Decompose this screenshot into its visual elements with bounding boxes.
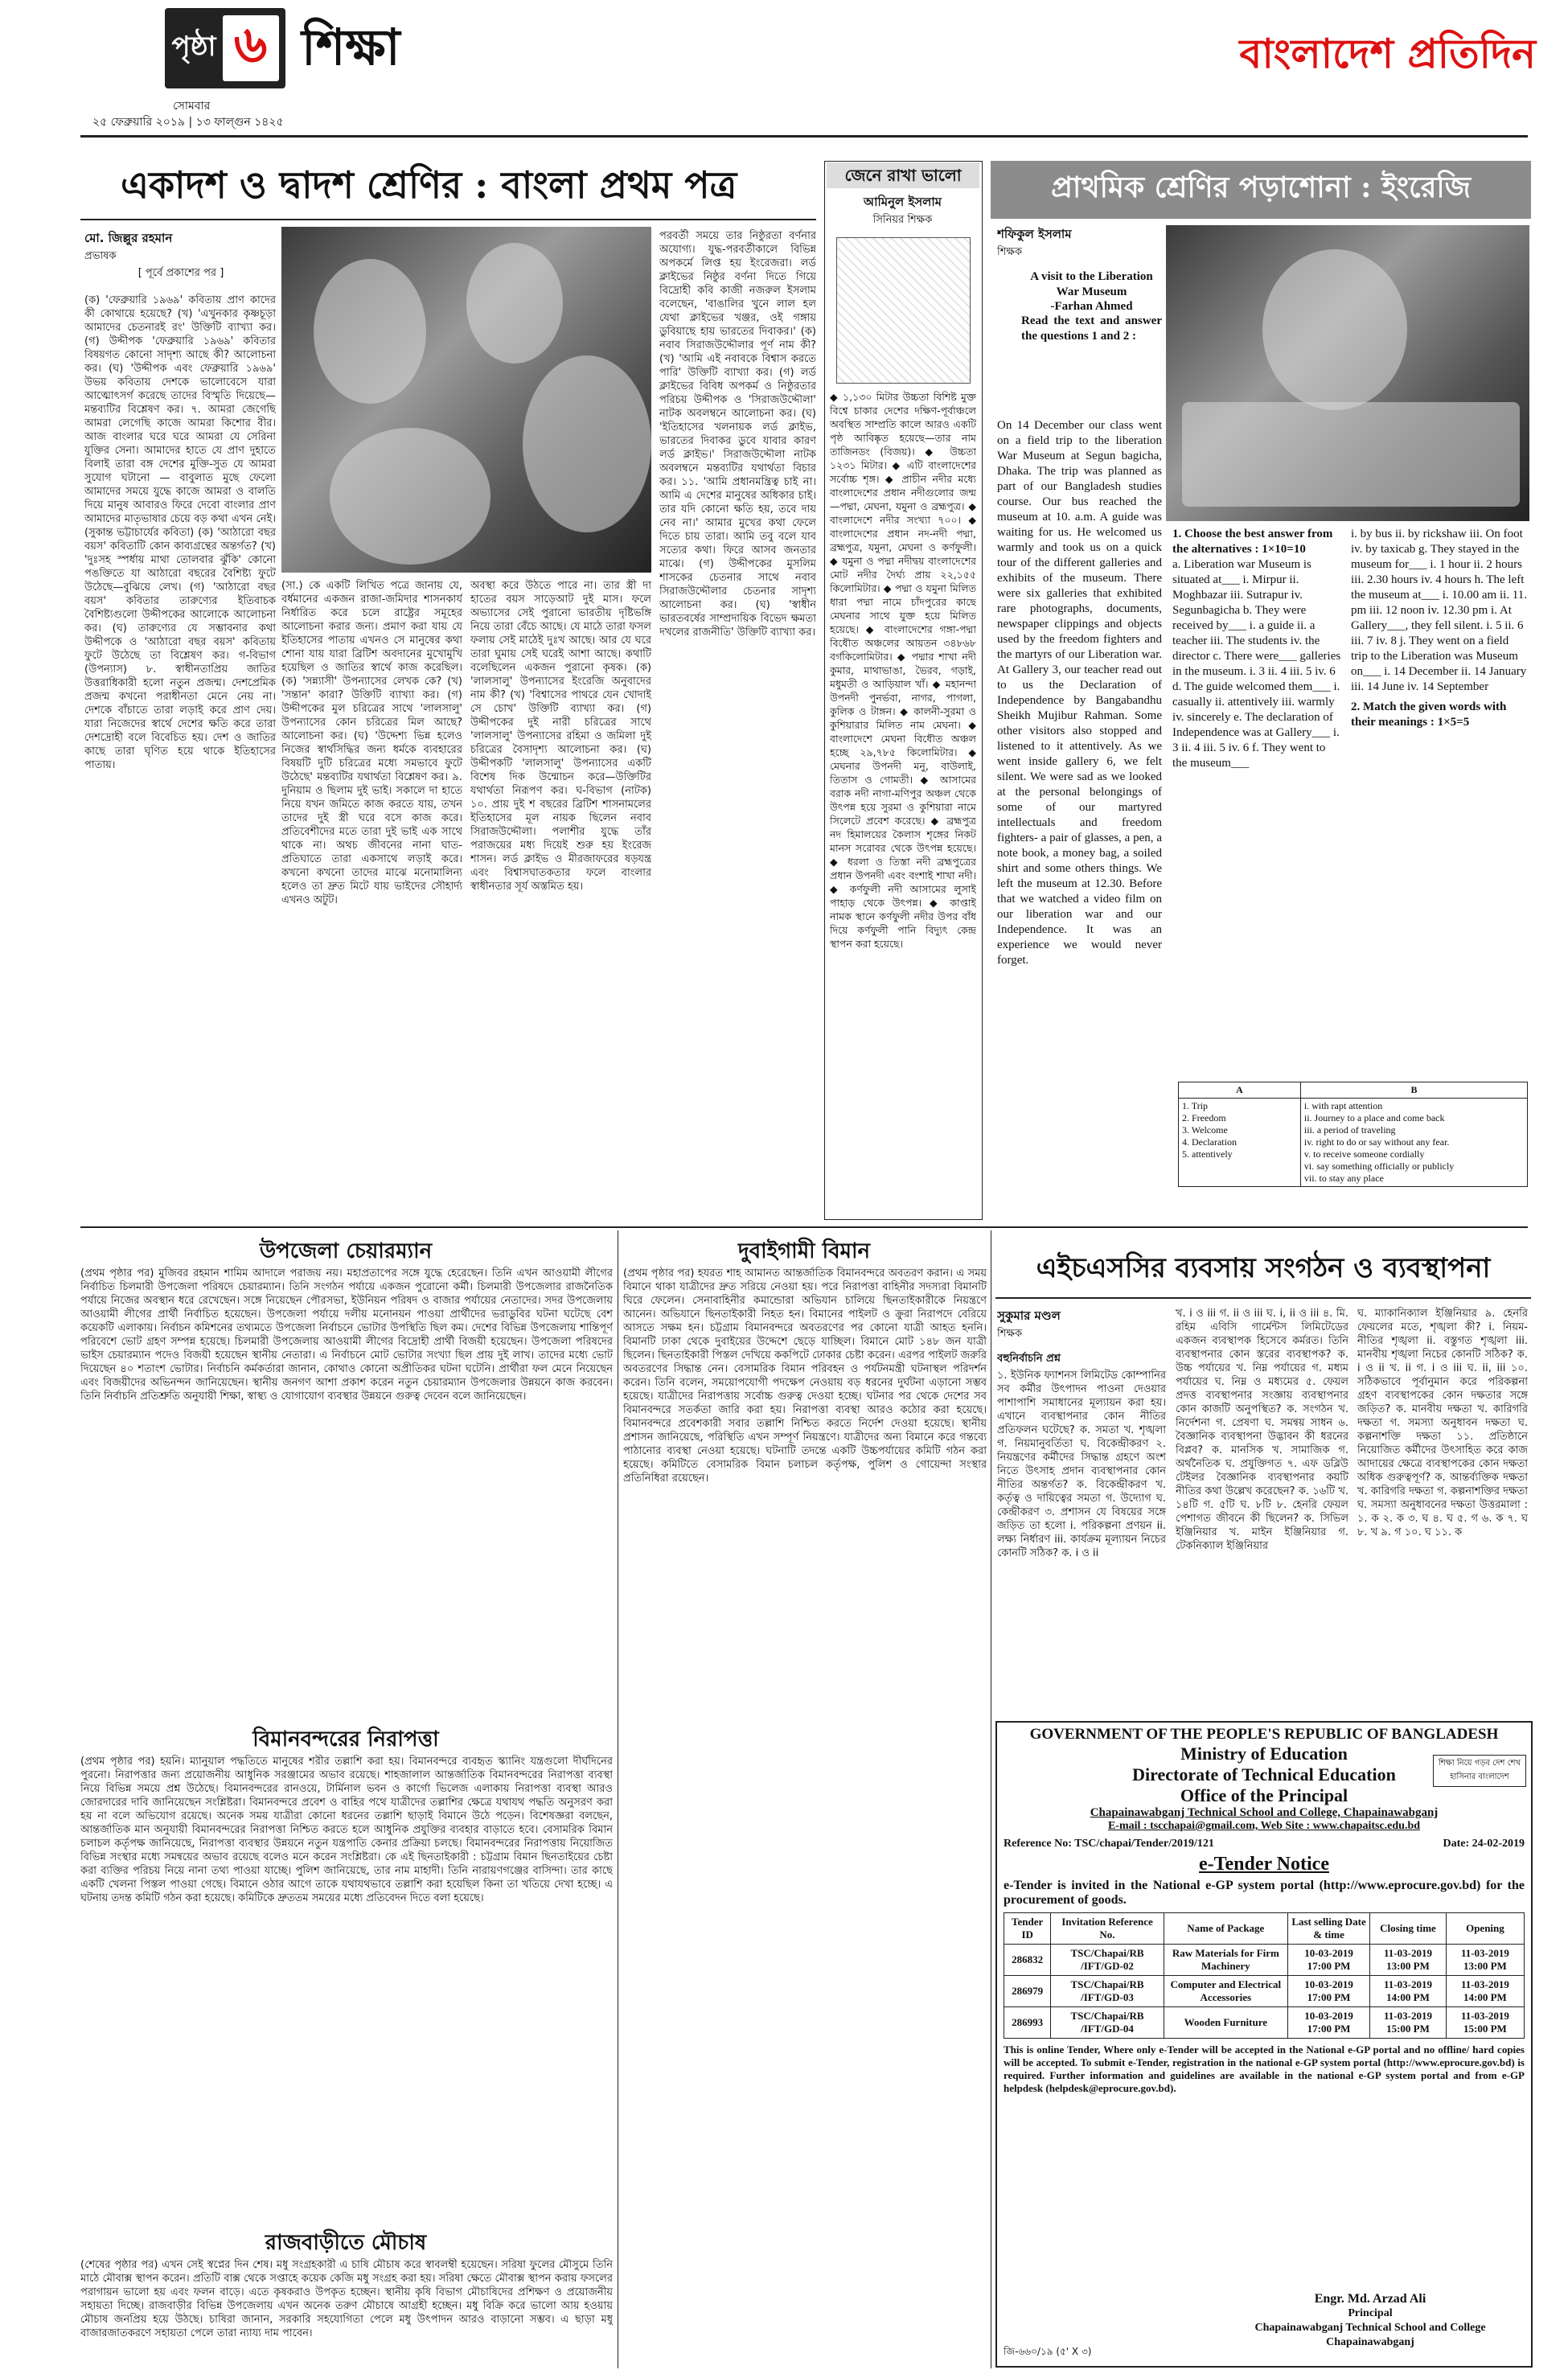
know-author-role: সিনিয়র শিক্ষক <box>872 214 933 226</box>
tender-cell: 11-03-2019 15:00 PM <box>1446 2007 1524 2039</box>
tender-directorate: Directorate of Technical Education <box>1132 1764 1396 1785</box>
hsc-author-role: শিক্ষক <box>997 1328 1023 1340</box>
students-photo <box>281 227 651 573</box>
tender-cell: 11-03-2019 15:00 PM <box>1370 2007 1447 2039</box>
tender-cell: Computer and Electrical Accessories <box>1164 1976 1287 2007</box>
tender-cell: Wooden Furniture <box>1164 2007 1287 2039</box>
bangla-column-2: (সা.) কে একটি লিখিত পত্রে জানায় যে, বর্ধমানের একজন রাজা-জমিদার শাসনকার্য নির্ধারিত করে চলে রাষ্ট্রের সমূহের আলোচনা করার জন্য। প্রমাণ করা যায় যে ইতিহাসের পাতায় এখনও সে মানুষের কথা শোনা যায় যারা ব্রিটিশ অবদানের মুখোমুখি হয়েছিল ও জাতির স্বার্থে কাজ করেছিল। (ক) 'সন্ন্যাসী' উপন্যাসের লেখক কে? (খ) 'সন্তান' কারা? উক্তিটি ব্যাখ্যা কর। (গ) উদ্দীপকের মুল চরিত্রের সাথে 'লালসালু' উপন্যাসের কোন চরিত্রের মিল আছে? আলোচনা কর। (ঘ) 'উদ্দেশ্য ভিন্ন হলেও নিজের স্বার্থসিদ্ধির জন্য ধর্মকে ব্যবহারের বিষয়টি দুটি চরিত্রের মধ্যে সমভাবে ফুটে উঠেছে' মন্তব্যটির যথার্থতা বিশ্লেষণ কর। ৯. দুনিয়াম ও ছিলাম দুই ভাই। সকালে দা হাতে নিয়ে যখন জমিতে কাজ করতে যায়, তখন তাদের দুই স্ত্রী ঘরে বসে কাজ করে। প্রতিবেশীদের মতে তারা দুই ভাই এক সাথে থাকে না। অথচ জীবনের নানা ঘাত-প্রতিঘাতে তারা একসাথে লড়াই করে। কখনো কখনো তাদের মাঝে মনোমালিন্য হলেও তা দ্রুত মিটে যায় ভাইদের সৌহার্দ্য এখনও অটুট। <box>281 580 462 906</box>
tender-note: This is online Tender, Where only e-Tender will be accepted in the National e-GP portal and no offline/ hard copies will be accepted. To submit e-Tender, registration in the national e-GP system portal (http://www.eprocure.gov.bd) is required. Further information and guidelines are available in the national e-GP system portal and from e-GP helpdesk (helpdesk@eprocure.gov.bd). <box>1004 2043 1525 2094</box>
page-number: ৬ <box>223 15 279 81</box>
match-a-item: 2. Freedom <box>1182 1112 1226 1123</box>
tender-office: Office of the Principal <box>1180 1785 1348 1805</box>
hsc-mcq-heading: বহুনির্বাচনি প্রশ্ন <box>997 1353 1061 1365</box>
slogan-sticker: শিক্ষা নিয়ে গড়ব দেশ শেখ হাসিনার বাংলাদেশ <box>1433 1755 1526 1787</box>
tender-col: Opening <box>1446 1913 1524 1945</box>
hsc-header: এইচএসসির ব্যবসায় সংগঠন ও ব্যবস্থাপনা <box>995 1242 1531 1299</box>
match-b-item: i. with rapt attention <box>1303 1100 1383 1111</box>
tender-cell: 286832 <box>1004 1945 1051 1976</box>
tender-cell: 286979 <box>1004 1976 1051 2007</box>
tender-col: Name of Package <box>1164 1913 1287 1945</box>
ad-code: জি-৬৬০/১৯ (৫' X ৩) <box>1004 2346 1092 2357</box>
table-row <box>1004 1945 1525 1976</box>
match-b-item: vi. say something officially or publicly <box>1303 1160 1455 1172</box>
know-author-block <box>828 193 977 233</box>
tender-intro: e-Tender is invited in the National e-GP system portal (http://www.eprocure.gov.bd) for the procurement of goods. <box>1004 1879 1525 1907</box>
match-b-item: iii. a period of traveling <box>1303 1124 1396 1136</box>
passage-title: A visit to the Liberation War Museum <box>1030 270 1153 298</box>
q1-items-a: a. Liberation war Museum is situated at___ i. Mirpur ii. Moghbazar iii. Sutrapur iv. Segunbagicha b. They were received by___ i. a guide ii. a teacher iii. The students iv. the director c. There were___ galleries in the museum. i. 3 ii. 4 iii. 5 iv. 6 d. The guide welcomed them___ i. casually ii. attentively iii. warmly iv. sincerely e. The declaration of Independence was at Gallery___ i. 3 ii. 4 iii. 5 iv. 6 f. They went to the museum___ <box>1172 558 1341 770</box>
bangla-author-role: প্রভাষক <box>84 250 117 262</box>
hsc-author: সুকুমার মণ্ডল <box>997 1308 1061 1323</box>
passage-instruction: Read the text and answer the questions 1 and 2 : <box>1021 314 1162 343</box>
mid-rule <box>80 1226 1528 1228</box>
q2-heading: 2. Match the given words with their meanings : 1×5=5 <box>1351 700 1507 729</box>
section-title: শিক্ষা <box>302 18 400 76</box>
match-b-item: iv. right to do or say without any fear. <box>1303 1136 1450 1148</box>
tender-cell: 10-03-2019 17:00 PM <box>1288 1976 1370 2007</box>
tender-cell: 11-03-2019 14:00 PM <box>1370 1976 1447 2007</box>
tender-ref-row <box>997 1833 1531 1850</box>
match-a-list <box>1179 1099 1301 1187</box>
signer-institution: Chapainawabganj Technical School and College <box>1254 2322 1486 2334</box>
english-passage: On 14 December our class went on a field trip to the liberation War Museum at Segun bagicha, Dhaka. The trip was planned as part of our Bangladesh studies course. Our bus reached the museum at 10. a.m. A guide was waiting for us. He welcomed us warmly and took us on a quick tour of the different galleries and exhibits of the museum. There were six galleries that exhibited rare photographs, documents, newspaper clippings and objects used by the freedom fighters and the martyrs of our Liberation war. At Gallery 3, our teacher read out to us the Declaration of Independence by Bangabandhu Sheikh Mujibur Rahman. Some other visitors also stopped and listened to it attentively. As we went inside gallery 6, we felt silent. We were sad as we looked at the personal belongings of some of our martyred intellectuals and freedom fighters- a pair of glasses, a pen, a note book, a money bag, a soiled shirt and some others things. We left the museum at 12.30. Before that we watched a video film on our liberation war and our Independence. It was an experience we would never forget. <box>997 419 1162 967</box>
hsc-column-2: খ. i ও iii গ. ii ও iii ঘ. i, ii ও iii ৪. মি. রহিম এবিসি গার্মেন্টস লিমিটেডের একজন ব্যবস্থাপক হিসেবে কর্মরত। তিনি ব্যবস্থাপনার কোন স্তরের ব্যবস্থাপক? ক. উচ্চ পর্যায়ের খ. নিম্ন পর্যায়ের গ. মধ্যম পর্যায়ের ঘ. নিম্ন ও মধ্যমের ৫. ফেয়ল প্রদত্ত ব্যবস্থাপনার সংজ্ঞায় ব্যবস্থাপনার কোন কাজটি অনুপস্থিত? ক. সংগঠন খ. নির্দেশনা গ. প্রেষণা ঘ. সমন্বয় সাধন ৬. বৈজ্ঞানিক ব্যবস্থাপনা উদ্ভাবন কী ধরনের বিপ্লব? ক. মানসিক খ. সামাজিক গ. অর্থনৈতিক ঘ. প্রযুক্তিগত ৭. এফ ডব্লিউ টেইলর বৈজ্ঞানিক ব্যবস্থাপনার কয়টি নীতির কথা উল্লেখ করেছেন? ক. ১৬টি খ. ১৪টি গ. ৫টি ঘ. ৮টি ৮. হেনরি ফেয়ল পেশাগত জীবনে কী ছিলেন? ক. সিভিল ইঞ্জিনিয়ার খ. মাইন ইঞ্জিনিয়ার গ. টেকনিক্যাল ইঞ্জিনিয়ার <box>1176 1308 1348 1552</box>
newspaper-logo: বাংলাদেশ প্রতিদিন <box>1239 30 1536 77</box>
tender-table-wrap <box>997 1908 1531 2043</box>
upazila-text: (প্রথম পৃষ্ঠার পর) মুজিবর রহমান শামিম আদালে পরাজয় নয়। মহাপ্রতাপের সঙ্গে যুদ্ধে হেরেছেন। তিনি এখন আওয়ামী লীগের নির্বাচিত চিলমারী উপজেলা পরিষদে চেয়ারম্যান। তিনি সংগঠন পর্যায়ে একজন পুরোনো কর্মী। চিলমারী উপজেলার রাজনৈতিক পর্যায়ে নিজের অবস্থান ধরে রেখেছেন। সঙ্গে নিয়েছেন পৌরসভা, ইউনিয়ন পরিষদ ও বাজার পর্যায়ের নেতাদের। সদর উপজেলায় আওয়ামী লীগের প্রার্থী নির্বাচিত হয়েছেন। উপজেলা পর্যায়ে দলীয় মনোনয়ন পাওয়া প্রার্থীদের ভরাডুবির ঘটনা ঘটেছে বেশ কয়েকটি এলাকায়। নির্বাচন কমিশনের তথ্যমতে উপজেলা নির্বাচনে ভোটার উপস্থিতি ছিল কম। দেশের বিভিন্ন উপজেলায় শান্তিপূর্ণ পরিবেশে ভোট গ্রহণ সম্পন্ন হয়েছে। চিলমারী উপজেলায় আওয়ামী লীগের বিদ্রোহী প্রার্থী বিজয়ী হয়েছেন। উপজেলা পরিষদের ভাইস চেয়ারম্যান পদেও বিজয়ী হয়েছেন স্থানীয় নেতারা। এ নির্বাচনে মোট ভোটার সংখ্যা ছিল প্রায় দুই লাখ। তাদের মধ্যে ভোট দিয়েছেন ৪০ শতাংশ ভোটার। নির্বাচনি কর্মকর্তারা জানান, কোথাও কোনো অপ্রীতিকর ঘটনা ঘটেনি। প্রার্থীরা ফল মেনে নিয়েছেন এবং বিজয়ীদের অভিনন্দন জানিয়েছেন। স্থানীয় জনগণ আশা প্রকাশ করেন নতুন চেয়ারম্যান উপজেলার উন্নয়নে কাজ করবেন। তিনি নির্বাচনি প্রতিশ্রুতি অনুযায়ী শিক্ষা, স্বাস্থ্য ও যোগাযোগ ব্যবস্থার উন্নয়নে গুরুত্ব দেবেন বলে জানিয়েছেন। <box>80 1267 613 1403</box>
tender-date: Date: 24-02-2019 <box>1443 1838 1525 1850</box>
bangla-column-3: অবস্থা করে উঠতে পারে না। তার স্ত্রী দা হাতের বয়স সাড়েআট দুই মাস। ফলে অভ্যাসের সেই পুরানো ভারতীয় দৃষ্টিভঙ্গি নিয়ে তারা বেঁচে আছে। যে মাঠে তারা ফসল ফলায় সেই মাঠেই দুঃখ আছে। আর যে ঘরে তারা ঘুমায় সেই ঘরেই আশা আছে। কথাটি বলেছিলেন একজন পুরানো কৃষক। (ক) 'লালসালু' উপন্যাসের ইংরেজি অনুবাদের নাম কী? (খ) 'বিশ্বাসের পাথরে যেন খোদাই সে চোখ' উক্তিটি ব্যাখ্যা কর। (গ) উদ্দীপকের দুই নারী চরিত্রের সাথে 'লালসালু' উপন্যাসের রহিমা ও জমিলা দুই চরিত্রের বৈসাদৃশ্য আলোচনা কর। (ঘ) উদ্দীপকটি 'লালসালু' উপন্যাসের একটি বিশেষ দিক উন্মোচন করে—উক্তিটির যথার্থতা নিরূপণ কর। ঘ-বিভাগ (নাটক) ১০. প্রায় দুই শ বছরের ব্রিটিশ শাসনামলের ইতিহাসের মূল নায়ক ছিলেন নবাব সিরাজউদ্দৌলা। পলাশীর যুদ্ধে তাঁর পরাজয়ের মধ্য দিয়েই শুরু হয় ইংরেজ শাসন। লর্ড ক্লাইভ ও মীরজাফরের ষড়যন্ত্র এবং বিশ্বাসঘাতকতার ফলে বাংলার স্বাধীনতার সূর্য অস্তমিত হয়। <box>470 580 651 893</box>
signer-name: Engr. Md. Arzad Ali <box>1314 2292 1426 2306</box>
student-writing-photo <box>1166 225 1529 521</box>
tender-table <box>1004 1912 1525 2039</box>
tender-cell: 10-03-2019 17:00 PM <box>1288 2007 1370 2039</box>
bangla-author: মো. জিল্লুর রহমান <box>84 231 173 245</box>
english-header: প্রাথমিক শ্রেণির পড়াশোনা : ইংরেজি <box>991 161 1531 219</box>
tender-cell: 11-03-2019 13:00 PM <box>1370 1945 1447 1976</box>
hsc-column-1: ১. ইউনিক ফ্যাশনস লিমিটেড কোম্পানির সব কর্মীর উৎপাদন পাওনা দেওয়ার পাশাপাশি সমাধানের মূল্যায়ন করা হয়। এখানে ব্যবস্থাপনার কোন নীতির প্রতিফলন ঘটেছে? ক. সমতা খ. শৃঙ্খলা গ. নিয়মানুবর্তিতা ঘ. বিকেন্দ্রীকরণ ২. নিয়ন্ত্রণের কর্মীদের সিদ্ধান্ত গ্রহণে অংশ নিতে উৎসাহ প্রদান ব্যবস্থাপনার কোন নীতির অন্তর্গত? ক. বিকেন্দ্রীকরণ খ. কর্তৃত্ব ও দায়িত্বের সমতা গ. উদ্যোগ ঘ. কেন্দ্রীকরণ ৩. প্রশাসন যে বিষয়ের সঙ্গে জড়িত তা হলো i. পরিকল্পনা প্রণয়ন ii. লক্ষ্য নির্ধারণ iii. কার্যক্রম মূল্যায়ন নিচের কোনটি সঠিক? ক. i ও ii <box>997 1370 1166 1559</box>
bangla-column-4: পরবর্তী সময়ে তার নিষ্ঠুরতা বর্ণনার অযোগ্য। যুদ্ধ-পরবর্তীকালে বিভিন্ন অপকর্মে লিপ্ত হয় ইংরেজরা। লর্ড ক্লাইভের নিষ্ঠুর বর্ণনা দিতে গিয়ে বিদ্রোহী কবি কাজী নজরুল ইসলাম বলেছেন, 'বাঙালির খুনে লাল হল যেথা ক্লাইভের খঞ্জর, ওই গঙ্গায় ডুবিয়াছে হায় ভারতের দিবাকর।' (ক) নবাব সিরাজউদ্দৌলার পূর্ণ নাম কী? (খ) 'আমি এই নবাবকে বিশ্বাস করতে পারি' উক্তিটি ব্যাখ্যা কর। (গ) লর্ড ক্লাইভের বিবিধ অপকর্ম ও নিষ্ঠুরতার পরিচয় উদ্দীপক ও 'সিরাজউদ্দৌলা' নাটক অবলম্বনে আলোচনা কর। (ঘ) 'ইতিহাসের খলনায়ক লর্ড ক্লাইভ, ভারতের দিবাকর ডুবে যাবার কারণ লর্ড ক্লাইভ।' সিরাজউদ্দৌলা নাটক অবলম্বনে মন্তব্যটির যথার্থতা বিচার কর। ১১. 'আমি প্রধানমন্ত্রিত্ব চাই না। আমি এ দেশের মানুষের অধিকার চাই। তার যদি কোনো ক্ষতি হয়, তবে দায় নেব না।' আমার মুখের কথা ফেলে দিতে চায় তারা। আমি তবু বলে যাব সত্যের কথা। ফিরে আসব জনতার মাঝে। (গ) উদ্দীপকের মুসলিম শাসকের চেতনার সাথে নবাব সিরাজউদ্দৌলার চেতনার সাদৃশ্য আলোচনা কর। (ঘ) 'স্বাধীন ভারতবর্ষের সাম্প্রদায়িক বিভেদ ক্ষমতা দখলের রাজনীতি' উক্তিটি ব্যাখ্যা কর। <box>659 230 816 639</box>
match-b-item: vii. to stay any place <box>1303 1173 1384 1184</box>
know-text: ◆ ১,১৩০ মিটার উচ্চতা বিশিষ্ট মুক্ত বিশ্বে চাকার দেশের দক্ষিণ-পূর্বাঞ্চলে অবস্থিত সাম্প্রতি কালে আরও একটি পৃষ্ঠ আবিষ্কৃত হয়েছে—তার নাম তাজিনডং (বিজয়)। ◆ উচ্চতা ১২৩১ মিটার। ◆ এটি বাংলাদেশের সর্বোচ্চ শৃঙ্গ। ◆ প্রাচীন নদীর মধ্যে বাংলাদেশের প্রধান নদীগুলোর জন্ম—পদ্মা, মেঘনা, যমুনা ও ব্রহ্মপুত্র। ◆ বাংলাদেশে নদীর সংখ্যা ৭০০। ◆ বাংলাদেশের প্রধান নদ-নদী পদ্মা, ব্রহ্মপুত্র, যমুনা, মেঘনা ও কর্ণফুলী। ◆ যমুনা ও পদ্মা নদীদ্বয় বাংলাদেশের মোট নদীর দৈর্ঘ্য প্রায় ২২,১৫৫ কিলোমিটার। ◆ পদ্মা ও যমুনা মিলিত ধারা পদ্মা নামে চাঁদপুরের কাছে মেঘনার সাথে যুক্ত হয়ে মিলিত হয়েছে। ◆ বাংলাদেশের গঙ্গা-পদ্মা বিধৌত অঞ্চলের আয়তন ৩৪৮৬৮ বর্গকিলোমিটার। ◆ পদ্মার শাখা নদী কুমার, মাথাভাঙা, ভৈরব, গড়াই, মধুমতী ও আড়িয়াল খাঁ। ◆ মহানন্দা উপনদী পুনর্ভবা, নাগর, পাগলা, কুলিক ও টাঙ্গন। ◆ কালনী-সুরমা ও কুশিয়ারার মিলিত নাম মেঘনা। ◆ বাংলাদেশে মেঘনা বিধৌত অঞ্চল হচ্ছে ২৯,৭৮৫ কিলোমিটার। ◆ মেঘনার উপনদী মনু, বাউলাই, তিতাস ও গোমতী। ◆ আসামের বরাক নদী নাগা-মণিপুর অঞ্চল থেকে উৎপন্ন হয়ে সুরমা ও কুশিয়ারা নামে সিলেটে প্রবেশ করেছে। ◆ ব্রহ্মপুত্র নদ হিমালয়ের কৈলাস শৃঙ্গের নিকট মানস সরোবর থেকে উৎপন্ন হয়েছে। ◆ ধরলা ও তিস্তা নদী ব্রহ্মপুত্রের প্রধান উপনদী এবং বংশাই শাখা নদী। ◆ কর্ণফুলী নদী আসামের লুসাই পাহাড় থেকে উৎপন্ন। ◆ কাপ্তাই নামক স্থানে কর্ণফুলী নদীর উপর বাঁধ দিয়ে কর্ণফুলী পানি বিদ্যুৎ কেন্দ্র স্থাপন করা হয়েছে। <box>830 391 976 950</box>
bangla-author-block <box>84 229 277 285</box>
match-a-item: 4. Declaration <box>1182 1136 1237 1148</box>
signer-role: Principal <box>1348 2307 1393 2319</box>
tender-notice <box>995 1721 1533 2368</box>
tender-cell: TSC/Chapai/RB /IFT/GD-02 <box>1051 1945 1164 1976</box>
header-rule <box>80 135 1528 138</box>
hsc-column-3: ঘ. ম্যাকানিক্যাল ইঞ্জিনিয়ার ৯. হেনরি ফেয়লের মতে, শৃঙ্খলা কী? i. নিয়ম-নীতির শৃঙ্খলা ii. বস্তুগত শৃঙ্খলা iii. মানবীয় শৃঙ্খলা নিচের কোনটি সঠিক? ক. i ও ii খ. ii গ. i ও iii ঘ. ii, iii ১০. সঠিকভাবে পূর্বানুমান করে পরিকল্পনা গ্রহণ ব্যবস্থাপকের কোন দক্ষতার সঙ্গে জড়িত? ক. মানবীয় দক্ষতা খ. কারিগরি দক্ষতা গ. সমস্যা অনুধাবন দক্ষতা ঘ. কল্পনাশক্তি দক্ষতা ১১. প্রতিষ্ঠানে নিয়োজিত কর্মীদের উৎসাহিত করে কাজ আদায়ের ক্ষেত্রে ব্যবস্থাপকের কোন দক্ষতা অধিক গুরুত্বপূর্ণ? ক. আন্তর্ব্যক্তিক দক্ষতা খ. কারিগরি দক্ষতা গ. কল্পনাশক্তির দক্ষতা ঘ. সমস্যা অনুধাবনের দক্ষতা উত্তরমালা : ১. ক ২. ক ৩. ঘ ৪. ঘ ৫. গ ৬. ক ৭. ঘ ৮. খ ৯. গ ১০. ঘ ১১. ক <box>1357 1308 1528 1538</box>
rajbari-title: রাজবাড়ীতে মৌচাষ <box>265 2231 427 2255</box>
tender-cell: 10-03-2019 17:00 PM <box>1288 1945 1370 1976</box>
tender-cell: TSC/Chapai/RB /IFT/GD-04 <box>1051 2007 1164 2039</box>
know-title: জেনে রাখা ভালো <box>827 162 979 188</box>
tender-ministry: Ministry of Education <box>1180 1744 1348 1764</box>
tender-col: Last selling Date & time <box>1288 1913 1370 1945</box>
match-col-b: B <box>1300 1082 1527 1099</box>
passage-title-block <box>1021 269 1162 406</box>
hsc-author-block <box>997 1307 1158 1347</box>
english-author: শফিকুল ইসলাম <box>997 227 1072 241</box>
match-table <box>1178 1082 1528 1187</box>
bangla-headline: একাদশ ও দ্বাদশ শ্রেণির : বাংলা প্রথম পত্র <box>121 163 737 207</box>
english-author-block <box>997 225 1158 265</box>
tender-institution: Chapainawabganj Technical School and College, Chapainawabganj <box>1090 1806 1439 1819</box>
passage-author: -Farhan Ahmed <box>1050 300 1133 313</box>
match-a-item: 1. Trip <box>1182 1100 1209 1111</box>
airport-text: (প্রথম পৃষ্ঠার পর) হয়নি। ম্যানুয়াল পদ্ধতিতে মানুষের শরীর তল্লাশি করা হয়। বিমানবন্দরে ব্যবহৃত স্ক্যানিং যন্ত্রগুলো দীর্ঘদিনের পুরনো। নিরাপত্তার জন্য প্রয়োজনীয় আধুনিক সরঞ্জামের অভাব রয়েছে। শাহজালাল আন্তর্জাতিক বিমানবন্দরের নিরাপত্তা ব্যবস্থা নিয়ে বিভিন্ন সময়ে প্রশ্ন উঠেছে। বিমানবন্দরের রানওয়ে, টার্মিনাল ভবন ও কার্গো ভিলেজ এলাকায় নিরাপত্তা ব্যবস্থা আরও জোরদারের দাবি জানিয়েছেন সংশ্লিষ্টরা। বিমানবন্দরে প্রবেশ ও বাহির পথে যাত্রীদের তল্লাশির ক্ষেত্রে যথাযথ পদ্ধতি অনুসরণ করা হয় না বলে অভিযোগ রয়েছে। অনেক সময় যাত্রীরা কোনো ধরনের তল্লাশি ছাড়াই বিমানে উঠে পড়েন। বিশেষজ্ঞরা বলছেন, আন্তর্জাতিক মান অনুযায়ী বিমানবন্দরের নিরাপত্তা নিশ্চিত করতে হলে আধুনিক প্রযুক্তির ব্যবহার বাড়াতে হবে। বেসামরিক বিমান চলাচল কর্তৃপক্ষ জানিয়েছে, নিরাপত্তা ব্যবস্থার উন্নয়নে নতুন যন্ত্রপাতি কেনার প্রক্রিয়া চলছে। বিমানবন্দরের নিরাপত্তায় নিয়োজিত বিভিন্ন সংস্থার মধ্যে সমন্বয়ের অভাব রয়েছে বলেও মনে করেন সংশ্লিষ্টরা। কে এই ছিনতাইকারী : চট্টগ্রাম বিমান ছিনতাইয়ের চেষ্টা করা ব্যক্তির পরিচয় নিয়ে নানা তথ্য পাওয়া যাচ্ছে। পুলিশ জানিয়েছে, তার নাম মাহাদী। তিনি নারায়ণগঞ্জের বাসিন্দা। তার কাছে একটি খেলনা পিস্তল পাওয়া গেছে। বিমানে ওঠার আগে তাকে যথাযথভাবে তল্লাশি করা হয়েছিল কিনা তা খতিয়ে দেখা হচ্ছে। এ ঘটনায় তদন্ত কমিটি গঠন করা হয়েছে। কমিটিকে দ্রুততম সময়ের মধ্যে প্রতিবেদন দিতে বলা হয়েছে। <box>80 1756 613 1904</box>
bangla-column-1: (ক) 'ফেব্রুয়ারি ১৯৬৯' কবিতায় প্রাণ কাদের কী কোথায়ে হয়েছে? (খ) 'এখুনকার কৃষ্ণচূড়া আমাদের চেতনারই রং' উক্তিটি ব্যাখ্যা কর। (গ) উদ্দীপক 'ফেব্রুয়ারি ১৯৬৯' কবিতার বিষয়গত কোনো সাদৃশ্য আছে কী? আলোচনা কর। (ঘ) 'উদ্দীপক এবং ফেব্রুয়ারি ১৯৬৯' উভয় কবিতায় দেশকে ভালোবেসে যারা আত্মোৎসর্গ করেছে তাদের বিস্মৃতি দিয়েছে—মন্তব্যটির বিশ্লেষণ কর। ৭. আমরা জেগেছি আমরা লেগেছি কাজে আমরা কিশোর বীর। আজ বাংলার ঘরে ঘরে আমরা যে সেরিনা যুক্তির সেনা। আমাদের হাতে যে প্রাণ দুহাতে বিলাই তারা বঙ্গ দেশের মুক্তি-সুত যে আমরা সুযোগ ঘটানো — বাবুলাত মুছে ফেলো আমাদের সময়ে যুদ্ধে কাজে আমরা ও বালতি দিয়ে মানুষ আবারও ফিরে দেবো বাংলার প্রাণ আমাদের মাতৃভাষার চেয়ে বড় কথা এখন নেই। (সুকান্ত ভট্টাচার্যের কবিতা) (ক) 'আঠারো বছর বয়স' কবিতাটি কোন কাব্যগ্রন্থের অন্তর্গত? (খ) 'দুঃসহ স্পর্ধায় মাথা তোলবার ঝুঁকি' কোনো পঙক্তিতে যা আঠারো বছরের বৈশিষ্ট্য ফুটে উঠেছে—বুঝিয়ে লেখ। (গ) 'আঠারো বছর বয়স' কবিতার তারুণ্যের ইতিবাচক বৈশিষ্ট্যগুলো উদ্দীপকের আলোকে আলোচনা কর। (ঘ) তারুণ্যের যে সম্ভাবনার কথা উদ্দীপকে ও 'আঠারো বছর বয়স' কবিতায় ফুটে উঠেছে তা বিশ্লেষণ কর। গ-বিভাগ (উপন্যাস) ৮. স্বাধীনতাপ্রিয় জাতির উত্তরাধিকারী হলো নতুন প্রজন্ম। দেশপ্রেমিক প্রজন্ম কখনো পরাধীনতা মেনে নেয় না। দেশকে বাঁচাতে তারা লড়াই করে প্রাণ দেয়। যারা নিজেদের স্বার্থে দেশের ক্ষতি করে তারা দেশদ্রোহী বলে বিবেচিত হয়। দেশ ও জাতির কাছে তারা ঘৃণিত হয়ে থাকে ইতিহাসের পাতায়। <box>84 294 276 771</box>
rajbari-text: (শেষের পৃষ্ঠার পর) এখন সেই স্বপ্নের দিন শেষ। মধু সংগ্রহকারী এ চাষি মৌচাষ করে স্বাবলম্বী হয়েছেন। সরিষা ফুলের মৌসুমে তিনি মাঠে মৌবাক্স স্থাপন করেন। প্রতিটি বাক্স থেকে সপ্তাহে কয়েক কেজি মধু সংগ্রহ করা হয়। সরিষা ক্ষেতে মৌবাক্স স্থাপন করায় ফসলের পরাগায়ন ভালো হয় এবং ফলন বাড়ে। এতে কৃষকরাও উপকৃত হচ্ছেন। স্থানীয় কৃষি বিভাগ মৌচাষিদের প্রশিক্ষণ ও প্রয়োজনীয় সহায়তা দিচ্ছে। রাজবাড়ীর বিভিন্ন উপজেলায় এখন অনেক তরুণ মৌচাষে আগ্রহী হচ্ছেন। মধু বিক্রি করে ভালো আয় হওয়ায় মৌচাষ জনপ্রিয় হয়ে উঠছে। চাষিরা জানান, সরকারি সহযোগিতা পেলে মধু উৎপাদন আরও বাড়ানো সম্ভব। এ ছাড়া মধু বাজারজাতকরণে সহায়তা পেলে তারা ন্যায্য দাম পাবেন। <box>80 2259 613 2339</box>
tender-cell: 11-03-2019 14:00 PM <box>1446 1976 1524 2007</box>
tender-col: Closing time <box>1370 1913 1447 1945</box>
q1-heading: 1. Choose the best answer from the alternatives : 1×10=10 <box>1172 528 1333 556</box>
match-b-item: ii. Journey to a place and come back <box>1303 1112 1445 1123</box>
upazila-title: উপজেলা চেয়ারম্যান <box>259 1239 433 1263</box>
know-author: আমিনুল ইসলাম <box>863 195 942 209</box>
match-a-item: 5. attentively <box>1182 1148 1233 1160</box>
tender-cell: 11-03-2019 13:00 PM <box>1446 1945 1524 1976</box>
bangla-continued: [ পূর্বে প্রকাশের পর ] <box>138 267 224 279</box>
airport-title: বিমানবন্দরের নিরাপত্তা <box>252 1727 439 1752</box>
table-row <box>1004 2007 1525 2039</box>
q1-items-b-text: i. by bus ii. by rickshaw iii. On foot iv. by taxicab g. They stayed in the museum for___ i. 1 hour ii. 2 hours iii. 2.30 hours iv. 4 hours h. The left the museum at___ i. 10.00 am ii. 11. pm iii. 12 noon iv. 12.30 pm i. At Gallery___, they fell silent. i. 5 ii. 6 iii. 7 iv. 8 j. They went on a field trip to the Liberation was Museum on___ i. 14 December ii. 14 January iii. 14 June iv. 14 September <box>1351 528 1528 693</box>
tender-col: Tender ID <box>1004 1913 1051 1945</box>
match-a-item: 3. Welcome <box>1182 1124 1228 1136</box>
plane-title: দুবাইগামী বিমান <box>737 1239 871 1263</box>
table-row <box>1004 1976 1525 2007</box>
page-header <box>0 0 1568 129</box>
page-number-badge <box>165 8 285 88</box>
tender-col: Invitation Reference No. <box>1051 1913 1164 1945</box>
date-label: ২৫ ফেব্রুয়ারি ২০১৯ | ১৩ ফাল্গুন ১৪২৫ <box>92 116 284 129</box>
plane-text: (প্রথম পৃষ্ঠার পর) হযরত শাহ আমানত আন্তর্জাতিক বিমানবন্দরে অবতরণ করান। এ সময় বিমানে থাকা যাত্রীদের দ্রুত সরিয়ে নেওয়া হয়। পরে নিরাপত্তা বাহিনীর সদস্যরা বিমানটি ঘিরে ফেলেন। সেনাবাহিনীর কমান্ডোরা অভিযান চালিয়ে ছিনতাইকারীকে নিয়ন্ত্রণে আনেন। অভিযানে ছিনতাইকারী নিহত হন। বিমানের পাইলট ও ক্রুরা নিরাপদে বেরিয়ে আসতে সক্ষম হন। চট্টগ্রাম বিমানবন্দরে অবতরণের পর কোনো যাত্রী আহত হননি। বিমানটি ঢাকা থেকে দুবাইয়ের উদ্দেশে ছেড়ে যাচ্ছিল। বিমানে মোট ১৪৮ জন যাত্রী ছিলেন। ছিনতাইকারী পিস্তল দেখিয়ে ককপিটে ঢোকার চেষ্টা করেন। এরপর পাইলট জরুরি অবতরণের সিদ্ধান্ত নেন। বেসামরিক বিমান পরিবহন ও পর্যটনমন্ত্রী ঘটনাস্থল পরিদর্শন করেন। তিনি বলেন, সময়োপযোগী পদক্ষেপ নেওয়ায় বড় ধরনের দুর্ঘটনা এড়ানো সম্ভব হয়েছে। যাত্রীদের নিরাপত্তায় সর্বোচ্চ গুরুত্ব দেওয়া হচ্ছে। ঘটনার পর থেকে দেশের সব বিমানবন্দরে সতর্কতা জারি করা হয়। নিরাপত্তা ব্যবস্থা আরও কঠোর করা হয়েছে। বিমানবন্দরে প্রবেশকারী সবার তল্লাশি নিশ্চিত করতে নির্দেশ দেওয়া হয়েছে। স্থানীয় প্রশাসন জানিয়েছে, পরিস্থিতি এখন সম্পূর্ণ নিয়ন্ত্রণে। যাত্রীদের অন্য বিমানে করে গন্তব্যে পাঠানোর ব্যবস্থা নেওয়া হয়েছে। ঘটনাটি তদন্তে একটি উচ্চপর্যায়ের কমিটি গঠন করা হয়েছে। কমিটিতে বেসামরিক বিমান চলাচল কর্তৃপক্ষ, পুলিশ ও গোয়েন্দা সংস্থার প্রতিনিধিরা রয়েছেন। <box>623 1267 987 1485</box>
tender-ref: Reference No: TSC/chapai/Tender/2019/121 <box>1004 1838 1214 1850</box>
match-col-a: A <box>1179 1082 1301 1099</box>
signer-city: Chapainawabganj <box>1326 2336 1414 2348</box>
english-author-role: শিক্ষক <box>997 246 1023 258</box>
bangla-underline <box>80 219 816 220</box>
match-b-item: v. to receive someone cordially <box>1303 1148 1425 1160</box>
tender-cell: 286993 <box>1004 2007 1051 2039</box>
tender-contact: E-mail : tscchapai@gmail.com, Web Site : www.chapaitsc.edu.bd <box>1107 1820 1421 1832</box>
tender-cell: Raw Materials for Firm Machinery <box>1164 1945 1287 1976</box>
day-label: সোমবার <box>173 100 211 113</box>
tender-title: e-Tender Notice <box>1199 1854 1329 1875</box>
tender-cell: TSC/Chapai/RB /IFT/GD-03 <box>1051 1976 1164 2007</box>
page-word: পৃষ্ঠা <box>171 30 216 63</box>
boy-illustration <box>836 237 971 384</box>
match-b-list <box>1300 1099 1527 1187</box>
tender-gov: GOVERNMENT OF THE PEOPLE'S REPUBLIC OF BANGLADESH <box>1029 1726 1499 1743</box>
tender-signature <box>1225 2292 1515 2350</box>
